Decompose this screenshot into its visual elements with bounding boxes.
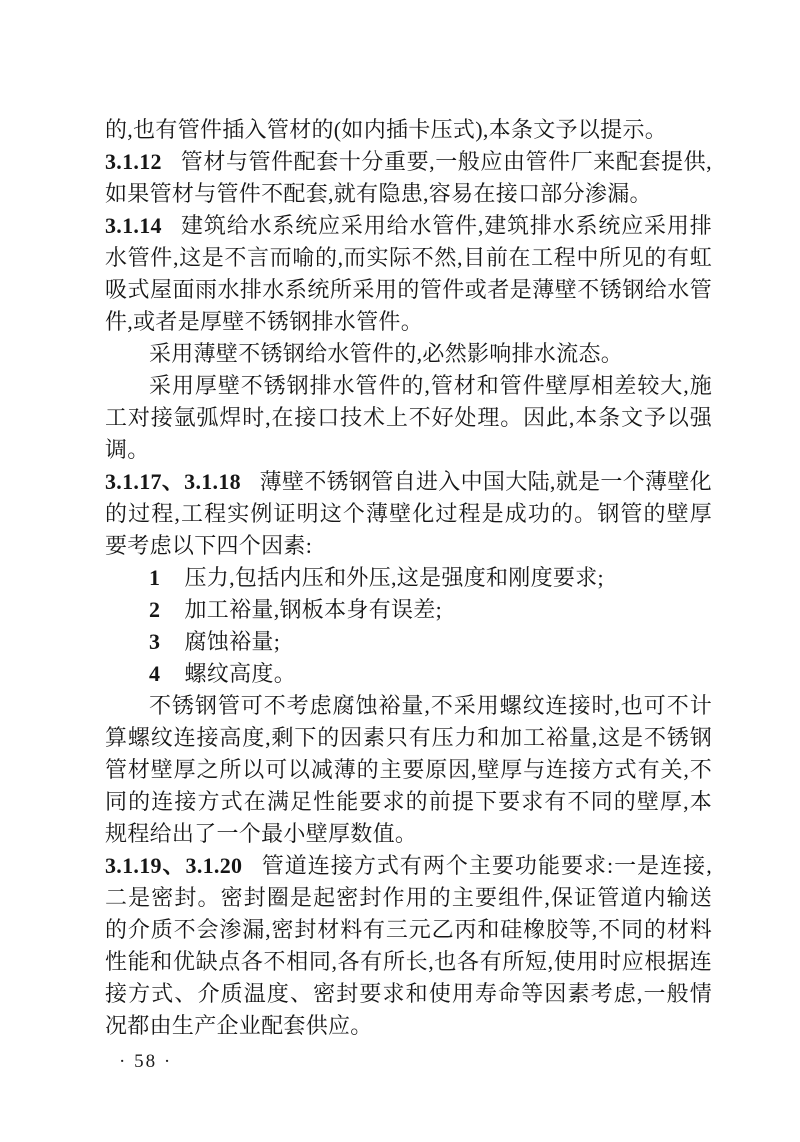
list-item-2 (105, 594, 712, 626)
body-paragraph (105, 370, 712, 466)
section-paragraph-3-1-12 (105, 146, 712, 210)
list-number: 3 (149, 629, 161, 654)
list-number: 2 (149, 597, 161, 622)
list-text: 压力,包括内压和外压,这是强度和刚度要求; (184, 565, 604, 590)
page-number: · 58 · (119, 1051, 173, 1072)
list-number: 4 (149, 661, 161, 686)
list-item-4 (105, 658, 712, 690)
section-text: 管材与管件配套十分重要,一般应由管件厂来配套提供,如果管材与管件不配套,就有隐患,容易在接口部分渗漏。 (105, 149, 712, 206)
list-item-1 (105, 562, 712, 594)
body-paragraph (105, 338, 712, 370)
section-number: 3.1.19、3.1.20 (105, 853, 243, 878)
list-text: 螺纹高度。 (184, 661, 297, 686)
section-paragraph-3-1-17 (105, 466, 712, 562)
paragraph-text: 的,也有管件插入管材的(如内插卡压式),本条文予以提示。 (105, 117, 668, 142)
section-paragraph-3-1-14 (105, 210, 712, 338)
list-number: 1 (149, 565, 161, 590)
section-number: 3.1.12 (105, 149, 162, 174)
body-paragraph (105, 690, 712, 850)
list-text: 腐蚀裕量; (184, 629, 281, 654)
section-text: 建筑给水系统应采用给水管件,建筑排水系统应采用排水管件,这是不言而喻的,而实际不然,目前在工程中所见的有虹吸式屋面雨水排水系统所采用的管件或者是薄壁不锈钢给水管件,或者是厚壁不锈钢排水管件。 (105, 213, 712, 334)
paragraph-text: 采用薄壁不锈钢给水管件的,必然影响排水流态。 (149, 341, 624, 366)
section-number: 3.1.14 (105, 213, 162, 238)
paragraph-continuation (105, 114, 712, 146)
paragraph-text: 不锈钢管可不考虑腐蚀裕量,不采用螺纹连接时,也可不计算螺纹连接高度,剩下的因素只有压力和加工裕量,这是不锈钢管材壁厚之所以可以减薄的主要原因,壁厚与连接方式有关,不同的连接方式在满足性能要求的前提下要求有不同的壁厚,本规程给出了一个最小壁厚数值。 (105, 693, 712, 846)
section-text: 薄壁不锈钢管自进入中国大陆,就是一个薄壁化的过程,工程实例证明这个薄壁化过程是成功的。钢管的壁厚要考虑以下四个因素: (105, 469, 712, 558)
paragraph-text: 采用厚壁不锈钢排水管件的,管材和管件壁厚相差较大,施工对接氩弧焊时,在接口技术上不好处理。因此,本条文予以强调。 (105, 373, 712, 462)
section-number: 3.1.17、3.1.18 (105, 469, 241, 494)
list-item-3 (105, 626, 712, 658)
section-text: 管道连接方式有两个主要功能要求:一是连接,二是密封。密封圈是起密封作用的主要组件,保证管道内输送的介质不会渗漏,密封材料有三元乙丙和硅橡胶等,不同的材料性能和优缺点各不相同,各有所长,也各有所短,使用时应根据连接方式、介质温度、密封要求和使用寿命等因素考虑,一般情况都由生产企业配套供应。 (105, 853, 712, 1038)
list-text: 加工裕量,钢板本身有误差; (184, 597, 443, 622)
section-paragraph-3-1-19 (105, 850, 712, 1042)
